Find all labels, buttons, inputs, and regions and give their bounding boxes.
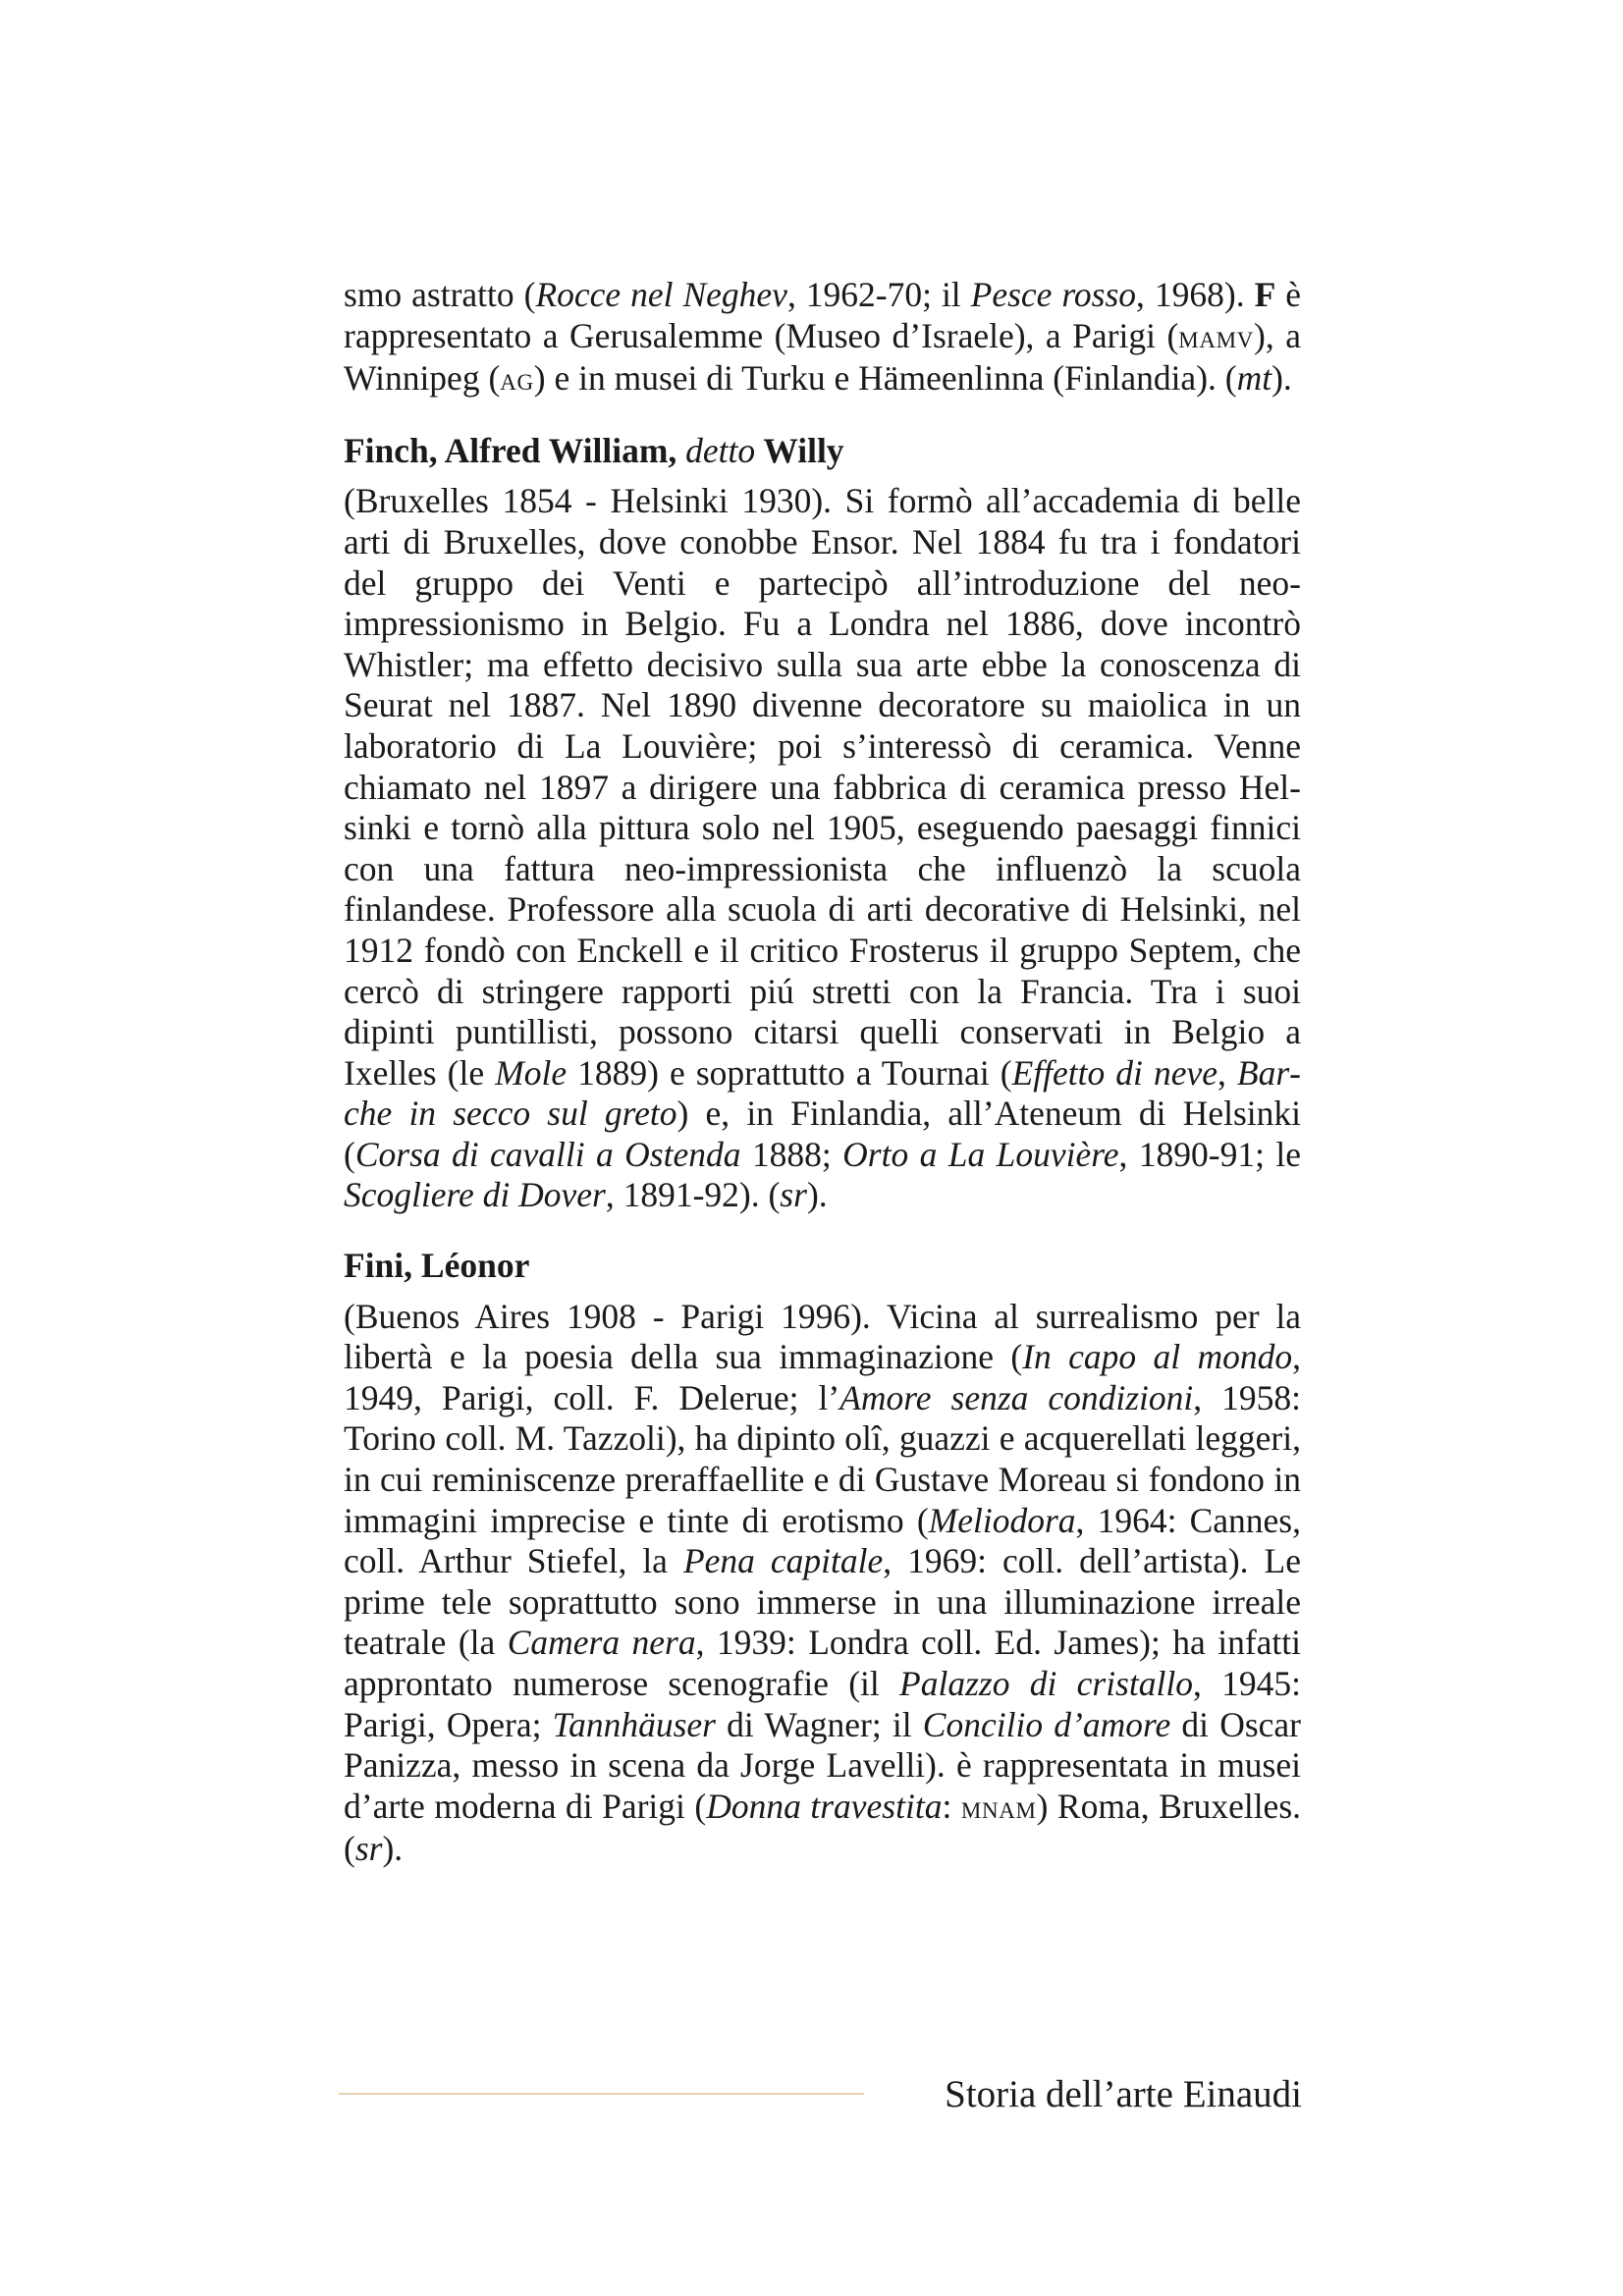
text-run: : [942, 1786, 961, 1826]
heading-nickname: Willy [755, 430, 844, 470]
museum-abbreviation: ag [500, 362, 534, 399]
text-run: , 1958: Torino coll. M. Tazzoli), ha dipinto olî, guazzi e acquerellati leggeri, in cui reminiscenze preraffaellite e di Gustave Moreau si fondono in immagini imprecise e tinte di erotismo ( [344, 1377, 1301, 1540]
text-run: ) e in musei di Turku e Hämeenlinna (Finlandia). ( [533, 358, 1237, 399]
artwork-title: Mole [495, 1052, 568, 1093]
artwork-title: In capo al mondo [1022, 1337, 1293, 1377]
text-run: , 1945: Parigi, Opera; [344, 1664, 1301, 1744]
text-run: ). [1271, 358, 1292, 399]
artwork-title: Camera nera [507, 1623, 696, 1663]
artwork-title: Concilio d’amore [922, 1704, 1171, 1744]
artwork-title: Tannhäuser [552, 1704, 716, 1744]
artwork-title: Donna travestita [706, 1786, 943, 1826]
entry-heading: Fini, Léonor [344, 1246, 530, 1286]
text-run: , 1890-91; le [1118, 1134, 1301, 1174]
text-run: di Wagner; il [716, 1704, 923, 1744]
text-run: ). [382, 1829, 404, 1869]
artwork-title: Pesce rosso [970, 275, 1137, 314]
text-run: ) Roma, Bruxelles. ( [344, 1786, 1302, 1869]
text-run: , 1949, Parigi, coll. F. Delerue; l’ [344, 1337, 1301, 1417]
text-run: di Oscar Panizza, messo in scena da Jorge Lavelli). è rappresentata in musei d’arte moderna di Parigi ( [344, 1704, 1301, 1826]
artwork-title: Rocce nel Neghev [535, 275, 787, 314]
author-initials: mt [1236, 358, 1272, 399]
heading-detto: detto [685, 430, 756, 470]
author-initials: sr [780, 1175, 807, 1215]
footer-title: Storia dell’arte Einaudi [945, 2073, 1302, 2115]
text-run: , 1969: coll. dell’artista). Le prime tele soprattutto sono immerse in una illuminazione irreale teatrale (la [344, 1541, 1301, 1663]
artwork-title: Corsa di cavalli a Ostenda [354, 1134, 741, 1174]
artwork-title: Palazzo di cristallo [899, 1664, 1193, 1703]
artwork-title: Orto a La Louvière [842, 1134, 1119, 1174]
heading-name: Finch, Alfred William, [344, 430, 686, 470]
entry-heading [344, 431, 1301, 472]
artwork-title: Meliodora [928, 1500, 1076, 1540]
author-initials: sr [354, 1829, 383, 1869]
text-run: è rappresentato a Gerusalemme (Museo d’Israele), a Parigi ( [344, 275, 1301, 355]
text-run: (Buenos Aires 1908 - Parigi 1996). Vicina al surrealismo per la libertà e la poesia della sua immaginazione ( [344, 1296, 1301, 1377]
entry-fini [344, 1246, 1301, 1870]
artwork-title: Effetto di neve [1011, 1052, 1217, 1093]
footer-rule [339, 2093, 864, 2095]
text-run: , [1217, 1052, 1237, 1093]
artwork-title: Amore senza condizioni [839, 1377, 1194, 1417]
text-run: , 1939: Londra coll. Ed. James); ha infatti approntato numerose scenografie (il [344, 1623, 1301, 1703]
text-run: , 1964: Cannes, coll. Arthur Stiefel, la [344, 1500, 1302, 1581]
text-run: (Bruxelles 1854 - Helsinki 1930). Si formò all’accademia di belle arti di Bruxelles, dove conobbe Ensor. Nel 1884 fu tra i fondatori del gruppo dei Venti e partecipò all’introduzione del neo-impressionismo in Belgio. Fu a Londra nel 1886, dove incontrò Whistler; ma effetto decisivo sulla sua arte ebbe la conoscenza di Seurat nel 1887. Nel 1890 divenne decoratore su maiolica in un laboratorio di La Louvière; poi s’interessò di ceramica. Venne chiamato nel 1897 a dirigere una fabbrica di ceramica presso Helsinki e tornò alla pittura solo nel 1905, eseguendo paesaggi finnici con una fattura neo-impressionista che influenzò la scuola finlandese. Professore alla scuola di arti decorative di Helsinki, nel 1912 fondò con Enckell e il critico Frosterus il gruppo Septem, che cercò di stringere rapporti piú stretti con la Francia. Tra i suoi dipinti puntillisti, possono citarsi quelli conservati in Belgio a Ixelles (le [344, 481, 1301, 1093]
intro-paragraph [344, 275, 1301, 401]
text-run: , 1891-92). ( [605, 1175, 781, 1215]
text-run: , 1968). [1136, 275, 1255, 314]
text-run: ) e, in Finlandia, all’Ateneum di Helsinki ( [344, 1094, 1301, 1174]
entry-body [344, 1297, 1301, 1870]
entry-finch [344, 431, 1301, 1216]
artwork-title: Pena capitale [682, 1541, 884, 1581]
text-run: smo astratto ( [344, 275, 536, 314]
museum-abbreviation: mamv [1178, 319, 1255, 355]
entry-initial: F [1254, 275, 1276, 314]
text-run: ). [806, 1175, 828, 1215]
text-column [344, 275, 1301, 1870]
artwork-title: Barche in secco sul greto [344, 1052, 1301, 1134]
museum-abbreviation: mnam [960, 1789, 1037, 1826]
artwork-title: Scogliere di Dover [344, 1175, 606, 1215]
text-run: 1888; [740, 1134, 843, 1174]
text-run: , 1962-70; il [786, 275, 971, 314]
text-run: ), a Winnipeg ( [344, 315, 1301, 399]
entry-body [344, 481, 1301, 1216]
text-run: 1889) e soprattutto a Tournai ( [567, 1052, 1012, 1093]
